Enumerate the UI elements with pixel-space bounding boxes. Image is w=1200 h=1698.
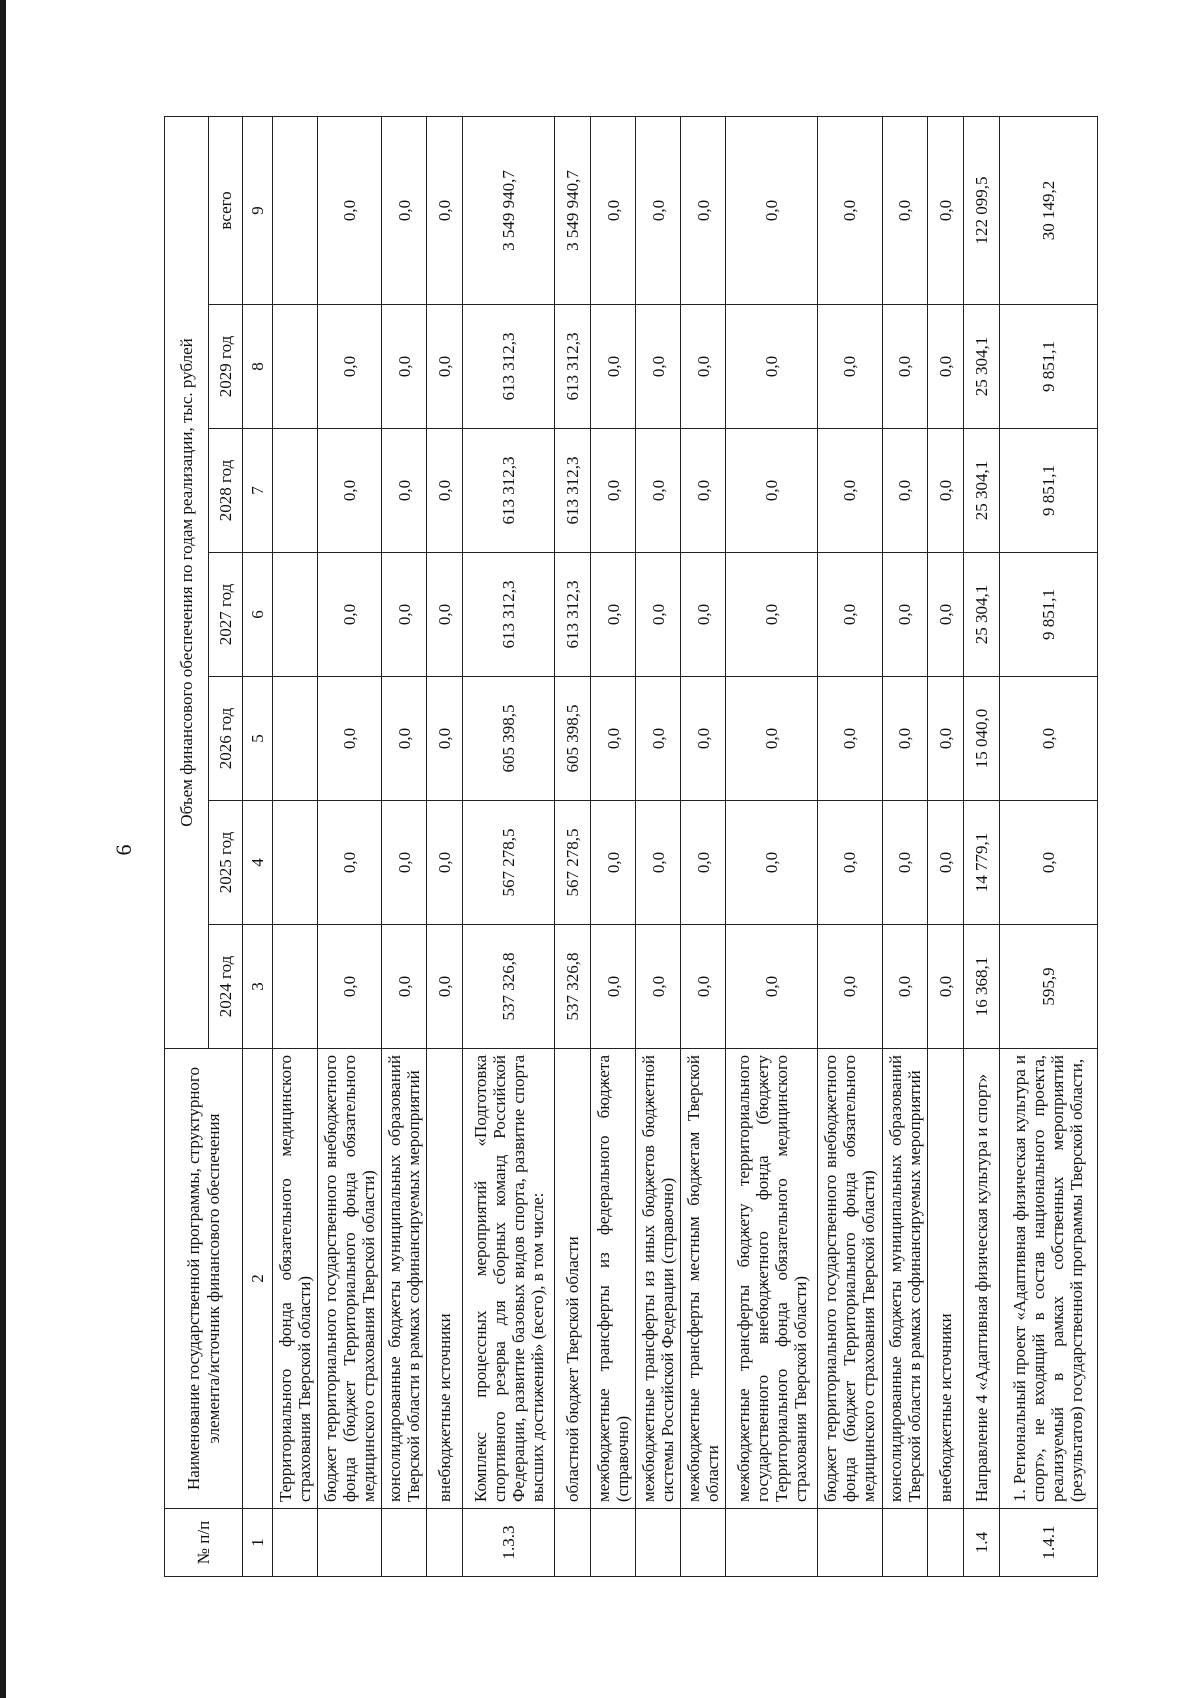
col-number: 6 (243, 553, 273, 677)
row-value: 0,0 (681, 677, 726, 801)
row-value: 0,0 (882, 801, 927, 925)
row-value: 0,0 (999, 677, 1097, 801)
row-num (555, 1509, 591, 1577)
row-value: 0,0 (427, 116, 463, 304)
row-value: 0,0 (818, 429, 882, 553)
table-row (927, 116, 963, 1576)
row-value: 0,0 (591, 553, 636, 677)
row-num (726, 1509, 818, 1577)
row-value: 0,0 (681, 801, 726, 925)
row-value: 537 326,8 (463, 925, 555, 1049)
row-value: 0,0 (927, 429, 963, 553)
row-value: 0,0 (382, 429, 427, 553)
row-value: 30 149,2 (999, 116, 1097, 304)
col-number: 7 (243, 429, 273, 553)
row-value: 0,0 (636, 116, 681, 304)
row-value: 0,0 (427, 801, 463, 925)
table-row (463, 116, 555, 1576)
row-value: 9 851,1 (999, 429, 1097, 553)
row-value: 0,0 (318, 801, 382, 925)
row-value: 0,0 (818, 801, 882, 925)
row-value: 0,0 (681, 553, 726, 677)
header-year: 2029 год (209, 305, 243, 429)
row-name: областной бюджет Тверской области (555, 1049, 591, 1509)
row-value: 0,0 (427, 553, 463, 677)
row-value (273, 553, 318, 677)
row-num (427, 1509, 463, 1577)
row-value: 0,0 (726, 677, 818, 801)
row-value: 0,0 (927, 925, 963, 1049)
row-name: межбюджетные трансферты из иных бюджетов бюджетной системы Российской Федерации (справочно) (636, 1049, 681, 1509)
header-name: Наименование государственной программы, структурного элемента/источник финансового обеспечения (165, 1049, 243, 1509)
table-row (427, 116, 463, 1576)
row-value: 15 040,0 (963, 677, 999, 801)
header-year: 2028 год (209, 429, 243, 553)
row-num (818, 1509, 882, 1577)
row-value (273, 925, 318, 1049)
row-value: 0,0 (636, 429, 681, 553)
row-num: 1.4 (963, 1509, 999, 1577)
row-value: 0,0 (382, 677, 427, 801)
page-number: 6 (111, 844, 136, 856)
row-value (273, 677, 318, 801)
row-value: 0,0 (726, 553, 818, 677)
table-row (273, 116, 318, 1576)
row-value: 0,0 (427, 677, 463, 801)
row-num (318, 1509, 382, 1577)
row-value: 122 099,5 (963, 116, 999, 304)
table-row (726, 116, 818, 1576)
row-value: 0,0 (591, 116, 636, 304)
table-row (818, 116, 882, 1576)
row-value: 0,0 (726, 801, 818, 925)
row-value: 567 278,5 (463, 801, 555, 925)
col-number: 8 (243, 305, 273, 429)
row-name: межбюджетные трансферты бюджету территориального государственного внебюджетного фонда (бюджету Территориального фонда обязательного медицинского страхования Тверской области) (726, 1049, 818, 1509)
row-value: 0,0 (318, 116, 382, 304)
row-value: 16 368,1 (963, 925, 999, 1049)
row-value: 0,0 (636, 553, 681, 677)
row-value: 0,0 (591, 925, 636, 1049)
row-value: 0,0 (726, 116, 818, 304)
row-value: 613 312,3 (463, 553, 555, 677)
row-value: 14 779,1 (963, 801, 999, 925)
row-value: 0,0 (927, 553, 963, 677)
row-num (382, 1509, 427, 1577)
row-value: 0,0 (636, 925, 681, 1049)
row-value: 0,0 (818, 305, 882, 429)
row-value: 0,0 (382, 925, 427, 1049)
row-value: 0,0 (318, 925, 382, 1049)
row-value: 595,9 (999, 925, 1097, 1049)
row-value: 25 304,1 (963, 429, 999, 553)
row-value: 0,0 (681, 925, 726, 1049)
row-value: 0,0 (382, 116, 427, 304)
row-name: Комплекс процессных мероприятий «Подготовка спортивного резерва для сборных команд Российской Федерации, развитие базовых видов спорта, развитие спорта высших достижений» (всего), в том числе: (463, 1049, 555, 1509)
row-value: 613 312,3 (463, 305, 555, 429)
table-row (636, 116, 681, 1576)
row-value: 0,0 (927, 305, 963, 429)
row-value: 0,0 (591, 305, 636, 429)
row-value: 0,0 (882, 925, 927, 1049)
row-value: 0,0 (882, 305, 927, 429)
header-year: 2024 год (209, 925, 243, 1049)
row-name: консолидированные бюджеты муниципальных образований Тверской области в рамках софинансируемых мероприятий (382, 1049, 427, 1509)
row-value: 0,0 (882, 116, 927, 304)
row-value: 0,0 (726, 429, 818, 553)
col-number: 2 (243, 1049, 273, 1509)
row-value: 0,0 (681, 116, 726, 304)
row-value: 0,0 (318, 677, 382, 801)
row-value: 0,0 (882, 677, 927, 801)
row-value: 0,0 (927, 677, 963, 801)
row-name: внебюджетные источники (927, 1049, 963, 1509)
funding-table (164, 116, 1098, 1577)
row-value: 0,0 (818, 116, 882, 304)
row-num: 1.4.1 (999, 1509, 1097, 1577)
row-value: 0,0 (681, 429, 726, 553)
header-row-col-numbers (243, 116, 273, 1576)
table-row (555, 116, 591, 1576)
row-name: внебюджетные источники (427, 1049, 463, 1509)
row-value: 0,0 (382, 553, 427, 677)
header-year: 2027 год (209, 553, 243, 677)
table-row (999, 116, 1097, 1576)
row-name: межбюджетные трансферты местным бюджетам Тверской области (681, 1049, 726, 1509)
row-value: 613 312,3 (555, 305, 591, 429)
col-number: 4 (243, 801, 273, 925)
row-value: 0,0 (382, 801, 427, 925)
row-value: 0,0 (382, 305, 427, 429)
row-value: 3 549 940,7 (555, 116, 591, 304)
row-value: 605 398,5 (555, 677, 591, 801)
row-value: 0,0 (818, 925, 882, 1049)
row-value: 0,0 (636, 305, 681, 429)
header-funding: Объем финансового обеспечения по годам реализации, тыс. рублей (165, 116, 209, 1048)
row-value: 613 312,3 (555, 553, 591, 677)
row-value: 9 851,1 (999, 305, 1097, 429)
row-value: 0,0 (927, 801, 963, 925)
row-value: 567 278,5 (555, 801, 591, 925)
row-num (636, 1509, 681, 1577)
header-year: 2025 год (209, 801, 243, 925)
row-value: 0,0 (427, 925, 463, 1049)
row-name: консолидированные бюджеты муниципальных образований Тверской области в рамках софинансируемых мероприятий (882, 1049, 927, 1509)
row-value: 0,0 (636, 677, 681, 801)
col-number: 5 (243, 677, 273, 801)
header-year: 2026 год (209, 677, 243, 801)
row-value: 0,0 (726, 925, 818, 1049)
row-name: Направление 4 «Адаптивная физическая культура и спорт» (963, 1049, 999, 1509)
header-num: № п/п (165, 1509, 243, 1577)
row-value: 0,0 (882, 429, 927, 553)
row-value: 0,0 (318, 553, 382, 677)
row-value: 613 312,3 (555, 429, 591, 553)
header-row-1 (165, 116, 209, 1576)
row-value: 0,0 (818, 677, 882, 801)
row-value: 613 312,3 (463, 429, 555, 553)
row-num: 1.3.3 (463, 1509, 555, 1577)
table-row (382, 116, 427, 1576)
row-value: 25 304,1 (963, 305, 999, 429)
row-value: 3 549 940,7 (463, 116, 555, 304)
row-value: 0,0 (591, 677, 636, 801)
row-name: межбюджетные трансферты из федерального бюджета (справочно) (591, 1049, 636, 1509)
table-row (882, 116, 927, 1576)
row-value: 0,0 (318, 429, 382, 553)
col-number: 1 (243, 1509, 273, 1577)
col-number: 9 (243, 116, 273, 304)
row-value: 25 304,1 (963, 553, 999, 677)
row-value (273, 305, 318, 429)
rotated-table-container (164, 117, 1087, 1577)
table-row (963, 116, 999, 1576)
row-num (273, 1509, 318, 1577)
table-row (591, 116, 636, 1576)
row-num (591, 1509, 636, 1577)
row-value: 0,0 (818, 553, 882, 677)
row-value: 0,0 (591, 801, 636, 925)
col-number: 3 (243, 925, 273, 1049)
row-value: 9 851,1 (999, 553, 1097, 677)
row-value: 0,0 (927, 116, 963, 304)
header-total: всего (209, 116, 243, 304)
scan-edge (0, 0, 6, 1698)
table-row (681, 116, 726, 1576)
row-value: 0,0 (726, 305, 818, 429)
row-num (681, 1509, 726, 1577)
row-value: 605 398,5 (463, 677, 555, 801)
row-value: 537 326,8 (555, 925, 591, 1049)
row-value: 0,0 (681, 305, 726, 429)
row-name: бюджет территориального государственного внебюджетного фонда (бюджет Территориального фонда обязательного медицинского страхования Тверской области) (318, 1049, 382, 1509)
row-name: Территориального фонда обязательного медицинского страхования Тверской области) (273, 1049, 318, 1509)
row-num (927, 1509, 963, 1577)
row-value (273, 801, 318, 925)
row-name: бюджет территориального государственного внебюджетного фонда (бюджет Территориального фонда обязательного медицинского страхования Тверской области) (818, 1049, 882, 1509)
row-value: 0,0 (882, 553, 927, 677)
row-value: 0,0 (427, 305, 463, 429)
row-value (273, 429, 318, 553)
row-value (273, 116, 318, 304)
row-value: 0,0 (999, 801, 1097, 925)
table-row (318, 116, 382, 1576)
row-name: 1. Региональный проект «Адаптивная физическая культура и спорт», не входящий в состав национального проекта, реализуемый в рамках собственных мероприятий (результатов) государственной программы Тверской области, (999, 1049, 1097, 1509)
row-value: 0,0 (318, 305, 382, 429)
row-num (882, 1509, 927, 1577)
row-value: 0,0 (636, 801, 681, 925)
row-value: 0,0 (427, 429, 463, 553)
row-value: 0,0 (591, 429, 636, 553)
